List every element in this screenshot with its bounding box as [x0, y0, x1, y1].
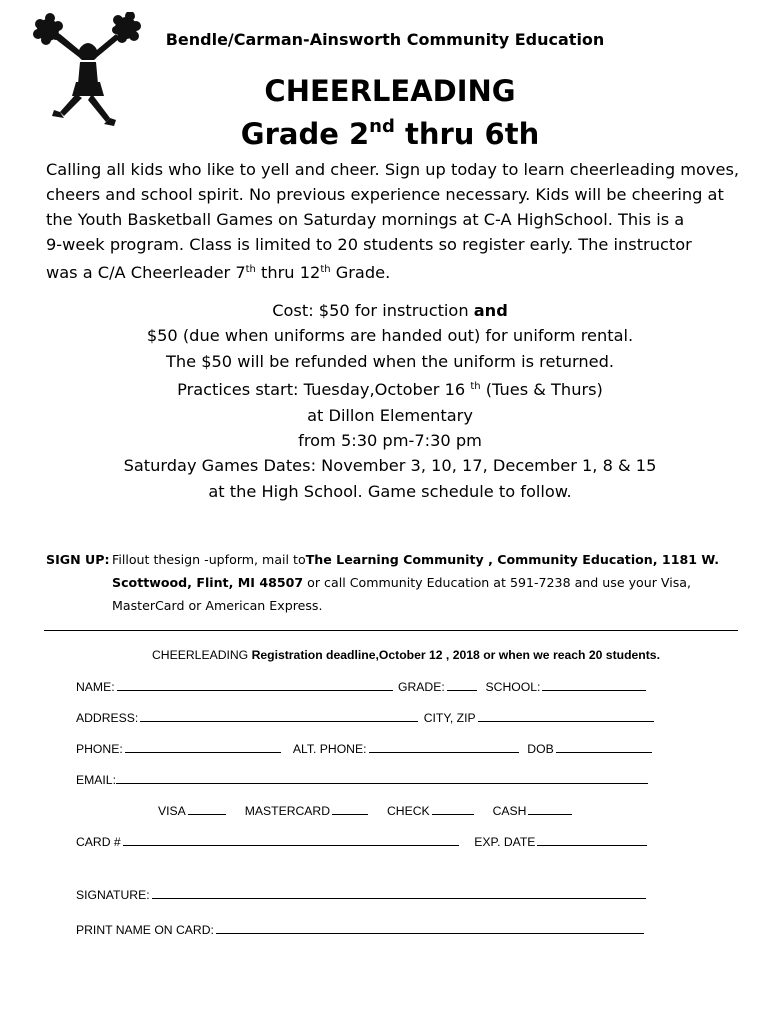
- signup-instructions: SIGN UP: Fillout thesign -upform, mail toThe Learning Community , Community Education, 1181 W. Scottwood, Flint, MI 48507 or call Community Education at 591-7238 and use your Visa, MasterCard or American Express.: [46, 548, 746, 617]
- form-row-card: CARD # EXP. DATE: [76, 833, 649, 849]
- grade-field[interactable]: [447, 678, 477, 691]
- address-field[interactable]: [140, 709, 418, 722]
- page-title: CHEERLEADING: [264, 74, 516, 108]
- form-row-name: NAME: GRADE: SCHOOL:: [76, 678, 648, 694]
- organization-name: Bendle/Carman-Ainsworth Community Education: [165, 30, 605, 49]
- grade-range: Grade 2nd thru 6th: [240, 116, 540, 151]
- mastercard-field[interactable]: [332, 802, 368, 815]
- card-number-field[interactable]: [123, 833, 459, 846]
- cash-field[interactable]: [528, 802, 572, 815]
- form-row-address: ADDRESS: CITY, ZIP: [76, 709, 656, 725]
- intro-paragraph: Calling all kids who like to yell and cheer. Sign up today to learn cheerleading moves, cheers and school spirit. No previous experience necessary. Kids will be cheering at the Youth Basketball Games on Saturday mornings at C-A HighSchool. This is a 9-week program. Class is limited to 20 students so register early. The instructor was a C/A Cheerleader 7th thru 12th Grade.: [46, 160, 740, 282]
- alt-phone-field[interactable]: [369, 740, 519, 753]
- signature-field[interactable]: [152, 886, 646, 899]
- phone-field[interactable]: [125, 740, 281, 753]
- city-zip-field[interactable]: [478, 709, 654, 722]
- form-row-phone: PHONE: ALT. PHONE: DOB: [76, 740, 654, 756]
- program-details: Cost: $50 for instruction and $50 (due when uniforms are handed out) for uniform rental. The $50 will be refunded when the uniform is returned. Practices start: Tuesday,October 16 $^{th}$ (Tues & Thurs) at Dillon Elementary from 5:30 pm-7:30 pm Saturday Games Dates: November 3, 10, 17, December 1, 8 & 15 at the High School. Game schedule to follow.: [123, 301, 657, 501]
- form-row-email: EMAIL:: [76, 771, 650, 787]
- exp-date-field[interactable]: [537, 833, 647, 846]
- form-row-signature: SIGNATURE:: [76, 886, 648, 902]
- signup-label: SIGN UP:: [46, 552, 110, 567]
- dob-field[interactable]: [556, 740, 652, 753]
- name-field[interactable]: [117, 678, 393, 691]
- form-row-print-name: PRINT NAME ON CARD:: [76, 921, 646, 937]
- email-field[interactable]: [116, 771, 648, 784]
- registration-header: CHEERLEADING Registration deadline,October 12 , 2018 or when we reach 20 students.: [152, 648, 660, 662]
- print-name-field[interactable]: [216, 921, 644, 934]
- check-field[interactable]: [432, 802, 474, 815]
- school-field[interactable]: [542, 678, 646, 691]
- form-row-payment: VISA MASTERCARD CHECK CASH: [158, 802, 574, 818]
- visa-field[interactable]: [188, 802, 226, 815]
- divider: [44, 630, 738, 631]
